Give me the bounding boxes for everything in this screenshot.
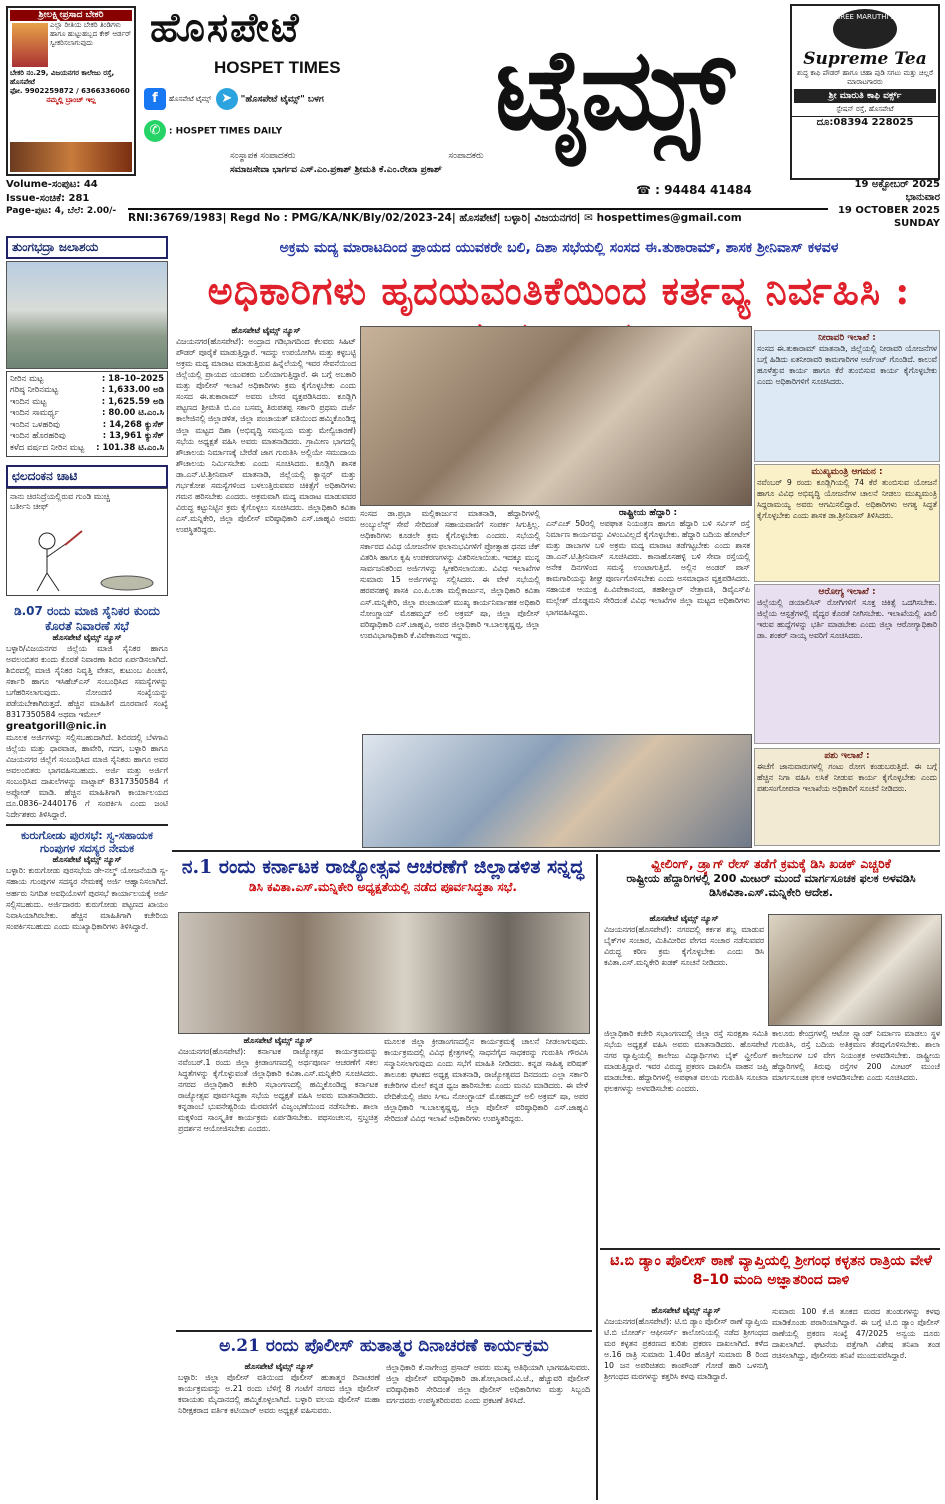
dam-stat-value: : 14,268 ಕ್ಯುಸೆಕ್	[102, 419, 164, 430]
dam-stat-label: ಇಂದಿನ ಸಾಮರ್ಥ್ಯ	[10, 408, 59, 419]
cartoon	[6, 488, 168, 596]
facebook-label: ಹೊಸಪೇಟೆ ಟೈಮ್ಸ್	[168, 94, 212, 103]
left-column	[6, 236, 168, 1500]
dam-stat-row	[10, 397, 164, 408]
dam-title: ತುಂಗಭದ್ರಾ ಜಲಾಶಯ	[6, 236, 168, 259]
ad-bakery-title: ಶ್ರೀಲಕ್ಷ್ಮೀಪ್ರಸಾದ ಬೇಕರಿ	[10, 10, 132, 21]
story2	[6, 824, 168, 932]
theft-byline: ಹೊಸಪೇಟೆ ಟೈಮ್ಸ್ ನ್ಯೂಸ್	[651, 1306, 721, 1315]
pages-price: Page-ಪುಟ: 4, ಬೆಲೆ: 2.00/-	[6, 206, 117, 216]
vertical-divider	[596, 854, 598, 1500]
traffic-byline: ಹೊಸಪೇಟೆ ಟೈಮ್ಸ್ ನ್ಯೂಸ್	[649, 914, 719, 923]
social-links	[144, 88, 444, 142]
story1-byline: ಹೊಸಪೇಟೆ ಟೈಮ್ಸ್ ನ್ಯೂಸ್	[52, 633, 122, 643]
ad-bakery-text: ಎಲ್ಲಾ ರೀತಿಯ ಬೇಕರಿ ತಿಂಡಿಗಳು ಹಾಗೂ ಹುಟ್ಟುಹಬ್ಬದ ಕೇಕ್ ಆರ್ಡರ್ ಸ್ವೀಕರಿಸಲಾಗುವುದು	[50, 21, 132, 47]
rajyotsava-photo	[178, 912, 590, 1034]
date-en: 19 OCTOBER 2025	[837, 205, 940, 216]
dam-photo	[6, 261, 168, 369]
day-en: SUNDAY	[893, 218, 940, 229]
dam-stat-row	[10, 374, 164, 385]
lead-col2-text: ಸಂಸದ ಡಾ.ಪ್ರಭಾ ಮಲ್ಲಿಕಾರ್ಜುನ ಮಾತನಾಡಿ, ಹೆದ್ದಾರಿಗಳಲ್ಲಿ ಅಂಬ್ಯುಲೆನ್ಸ್ ಸೇವೆ ಸೇರಿದಂತೆ ಸಹಾಯವಾಣಿಗೆ ಸಂಪರ್ಕ ಸಿಗುತ್ತಿಲ್ಲ. ಅಧಿಕಾರಿಗಳು ಕೂಡಲೇ ಕ್ರಮ ಕೈಗೊಳ್ಳಬೇಕು ಎಂದರು. ಸಭೆಯಲ್ಲಿ ಸರ್ಕಾರದ ವಿವಿಧ ಯೋಜನೆಗಳ ಫಲಾನುಭವಿಗಳಿಗೆ ಪ್ರೋತ್ಸಾಹ ಧನದ ಚೆಕ್ ವಿತರಿಸಿ ಹಾಗೂ ಕೃಷಿ ಉಪಕರಣಗಳನ್ನು ವಿತರಿಸಲಾಯಿತು. ಇದಕ್ಕೂ ಮುನ್ನ ಸಾರ್ವಜನಿಕರಿಂದ ಅರ್ಜಿಗಳನ್ನು ಸ್ವೀಕರಿಸಲಾಯಿತು. ವಿವಿಧ ಇಲಾಖೆಗಳ ಸುಮಾರು 15 ಅರ್ಜಿಗಳನ್ನು ಸಲ್ಲಿಸಿದರು. ಈ ವೇಳೆ ಸಭೆಯಲ್ಲಿ ಹರಪನಹಳ್ಳಿ ಶಾಸಕಿ ಎಂ.ಪಿ.ಲತಾ ಮಲ್ಲಿಕಾರ್ಜುನ, ಜಿಲ್ಲಾಧಿಕಾರಿ ಕವಿತಾ ಎಸ್.ಮನ್ನಿಕೇರಿ, ಜಿಲ್ಲಾ ಪಂಚಾಯತ್ ಮುಖ್ಯ ಕಾರ್ಯನಿರ್ವಾಹಕ ಅಧಿಕಾರಿ ನೋಂಗ್ಜಾಯ್ ಮೊಹಮ್ಮದ್ ಅಲಿ ಅಕ್ರಮ್ ಷಾ, ಜಿಲ್ಲಾ ಪೊಲೀಸ್ ವರಿಷ್ಠಾಧಿಕಾರಿ ಎಸ್.ಜಾಹ್ನವಿ, ಅಪರ ಜಿಲ್ಲಾಧಿಕಾರಿ ಇ.ಬಾಲಕೃಷ್ಣಪ್ಪ, ಜಿಲ್ಲಾ ಉಪವಿಭಾಗಾಧಿಕಾರಿ ಕೆ.ವಿವೇಕಾನಂದ ಇದ್ದರು.	[360, 509, 540, 640]
dam-stat-value: : 1,633.00 ಅಡಿ	[101, 385, 164, 396]
ad-bakery-address: ಬೇಕರಿ ನಂ.29, ವಿಜಯನಗರ ಕಾಲೇಜು ರಸ್ತೆ, ಹೊಸಪೇಟೆ	[10, 69, 115, 86]
lead-col3	[546, 508, 750, 730]
rajyotsava-headline: ನ.1 ರಂದು ಕರ್ನಾಟಕ ರಾಜ್ಯೋತ್ಸವ ಆಚರಣೆಗೆ ಜಿಲ್ಲಾಡಳಿತ ಸನ್ನದ್ಧ	[181, 856, 585, 878]
side-vet	[754, 748, 940, 846]
volume: Volume-ಸಂಪುಟ: 44	[6, 179, 98, 190]
side-health	[754, 584, 940, 744]
police-byline: ಹೊಸಪೇಟೆ ಟೈಮ್ಸ್ ನ್ಯೂಸ್	[244, 1362, 314, 1371]
side-water-text: ಸಂಸದ ಈ.ತುಕಾರಾಮ್ ಮಾತನಾಡಿ, ಜಿಲ್ಲೆಯಲ್ಲಿ ನೀರಾವರಿ ಯೋಜನೆಗಳ ಬಗ್ಗೆ ಹಿಡಿದು ಏತನೀರಾವರಿ ಕಾಮಗಾರಿಗಳ ಅರ್ಜೆಂಟ್ ಗೊಂಡಿದೆ. ಕಾಲುವೆ ಹೂಳೆತ್ತುವ ಕಾರ್ಯ ಹಾಗೂ ಕೆರೆ ತುಂಬಿಸುವ ಕಾರ್ಯ ಕೈಗೊಳ್ಳಬೇಕು ಎಂದು ಅಧಿಕಾರಿಗಳಿಗೆ ಸೂಚಿಸಿದರು.	[757, 344, 937, 387]
tea-phone: ದೂ:08394 228025	[792, 116, 938, 128]
police-col2-text: ಜಿಲ್ಲಾಧಿಕಾರಿ ಕೆ.ನಾಗೇಂದ್ರ ಪ್ರಸಾದ್ ಅವರು ಮುಖ್ಯ ಅತಿಥಿಯಾಗಿ ಭಾಗವಹಿಸುವರು. ಜಿಲ್ಲಾ ಪೊಲೀಸ್ ವರಿಷ್ಠಾಧಿಕಾರಿ ಡಾ.ಶೋಭಾರಾಣಿ.ವಿ.ಜೆ., ಹೆಚ್ಚುವರಿ ಪೊಲೀಸ್ ವರಿಷ್ಠಾಧಿಕಾರಿ ಸೇರಿದಂತೆ ಜಿಲ್ಲಾ ಪೊಲೀಸ್ ಅಧಿಕಾರಿಗಳು ಮತ್ತು ಸಿಬ್ಬಂದಿ ವರ್ಗದವರು ಉಪಸ್ಥಿತರಿರುವರು ಎಂದು ಪ್ರಕಟಣೆ ತಿಳಿಸಿದೆ.	[386, 1363, 590, 1406]
police-col1-text: ಬಳ್ಳಾರಿ: ಜಿಲ್ಲಾ ಪೊಲೀಸ್ ವತಿಯಿಂದ ಪೊಲೀಸ್ ಹುತಾತ್ಮರ ದಿನಾಚರಣೆ ಕಾರ್ಯಕ್ರಮವನ್ನು ಅ.21 ರಂದು ಬೆಳಿಗ್ಗೆ 8 ಗಂಟೆಗೆ ನಗರದ ಜಿಲ್ಲಾ ಪೊಲೀಸ್ ಕವಾಯತು ಮೈದಾನದಲ್ಲಿ ಹಮ್ಮಿಕೊಳ್ಳಲಾಗಿದೆ. ಬಳ್ಳಾರಿ ವಲಯ ಪೊಲೀಸ್ ಮಹಾ ನಿರೀಕ್ಷಕರಾದ ವರ್ತಿಕ ಕಟಿಯಾರ್ ಅವರು ಅಧ್ಯಕ್ಷತೆ ವಹಿಸುವರು.	[178, 1373, 380, 1416]
lead-kicker: ಅಕ್ರಮ ಮದ್ಯ ಮಾರಾಟದಿಂದ ಪ್ರಾಯದ ಯುವಕರೇ ಬಲಿ, ದಿಶಾ ಸಭೆಯಲ್ಲಿ ಸಂಸದ ಈ.ತುಕಾರಾಮ್, ಶಾಸಕ ಶ್ರೀನಿವಾಸ್ ಕಳವಳ	[279, 240, 839, 256]
date-block	[836, 178, 940, 230]
cake-image	[10, 142, 132, 172]
editor-names: ಸಮಾಜಸೇವಾ ಭಾರ್ಗವ ಎಸ್.ಎಂ.ಪ್ರಕಾಶ್ ಶ್ರೀಮತಿ ಕೆ.ಎಂ.ರೇಖಾ ಪ್ರಕಾಶ್	[230, 164, 442, 175]
story1-body: ಬಳ್ಳಾರಿ/ವಿಜಯನಗರ ಜಿಲ್ಲೆಯ ಮಾಜಿ ಸೈನಿಕರ ಹಾಗೂ ಅವಲಂಬಿತರ ಕುಂದು ಕೊರತೆ ನಿವಾರಣಾ ಶಿಬಿರ ಏರ್ಪಡಿಸಲಾಗಿದೆ. ಶಿಬಿರದಲ್ಲಿ ಮಾಜಿ ಸೈನಿಕರ ನಿವೃತ್ತಿ ವೇತನ, ಕುಟುಂಬ ಪಿಂಚಣಿ, ಸರ್ಕಾರಿ ಹಾಗೂ ಇಸಿಹೆಚ್ಎಸ್ ಸಂಬಂಧಿಸಿದ ಸಮಸ್ಯೆಗಳನ್ನು ಬಗೆಹರಿಸಲಾಗುವುದು. ನೋಂದಣಿ ಸಂಖ್ಯೆಯನ್ನು ಪಡೆಯಬೇಕಾಗಿರುತ್ತದೆ. ಹೆಚ್ಚಿನ ಮಾಹಿತಿಗೆ ದೂರವಾಣಿ ಸಂಖ್ಯೆ 8317350584 ಅಥವಾ ಇಮೇಲ್	[6, 644, 168, 720]
dam-stat-value: : 13,961 ಕ್ಯುಸೆಕ್	[102, 431, 164, 442]
police-headline: ಅ.21 ರಂದು ಪೊಲೀಸ್ ಹುತಾತ್ಮರ ದಿನಾಚರಣೆ ಕಾರ್ಯಕ್ರಮ	[219, 1336, 549, 1356]
theft-col1	[604, 1306, 768, 1500]
dam-stat-label: ಇಂದಿನ ಒಳಹರಿವು	[10, 419, 60, 430]
editor-label: ಸಂಪಾದಕರು	[448, 151, 484, 161]
date-kn: 19 ಅಕ್ಟೋಬರ್ 2025	[854, 179, 940, 190]
dam-stat-value: : 101.38 ಟಿ.ಎಂ.ಸಿ	[96, 442, 164, 453]
facebook-icon[interactable]: f	[144, 88, 166, 110]
ad-tea	[790, 4, 940, 180]
whatsapp-label: : HOSPET TIMES DAILY	[168, 126, 283, 137]
tea-shop: ಶ್ರೀ ಮಾರುತಿ ಕಾಫಿ ವರ್ಕ್ಸ್	[794, 89, 936, 103]
masthead-title-en: HOSPET TIMES	[214, 58, 341, 77]
side-water	[754, 330, 940, 462]
story2-byline: ಹೊಸಪೇಟೆ ಟೈಮ್ಸ್ ನ್ಯೂಸ್	[52, 855, 122, 865]
reg-line: RNI:36769/1983| Regd No : PMG/KA/NK/Bly/02/2023-24| ಹೊಸಪೇಟೆ| ಬಳ್ಳಾರಿ| ವಿಜಯನಗರ|	[128, 212, 581, 224]
police-col2	[386, 1362, 590, 1498]
email[interactable]: hospettimes@gmail.com	[596, 212, 742, 224]
side-vet-head: ಪಶು ಇಲಾಖೆ :	[824, 751, 870, 761]
dam-stat-row	[10, 443, 164, 454]
lead-headline: ಅಧಿಕಾರಿಗಳು ಹೃದಯವಂತಿಕೆಯಿಂದ ಕರ್ತವ್ಯ ನಿರ್ವಹಿಸಿ :	[207, 268, 911, 313]
ad-bakery-phone: ಫೋ. 9902259872 / 6366336060	[10, 86, 130, 95]
issue: Issue-ಸಂಚಿಕೆ: 281	[6, 192, 90, 204]
lead-photo	[360, 326, 752, 506]
divider-theft	[600, 1248, 940, 1250]
dam-stat-value: : 18–10–2025	[101, 374, 164, 384]
masthead-title-kn: ಹೊಸಪೇಟೆ	[150, 4, 301, 51]
story2-headline: ಕುರುಗೋಡು ಪುರಸಭೆ: ಸ್ವ-ಸಹಾಯಕ ಗುಂಪುಗಳ ಸದಸ್ಯರ ನೇಮಕ	[21, 829, 153, 856]
traffic-col1	[604, 1028, 768, 1242]
theft-headline: ಟಿ.ಬಿ ಡ್ಯಾಂ ಪೊಲೀಸ್ ಠಾಣೆ ವ್ಯಾಪ್ತಿಯಲ್ಲಿ ಶ್ರೀಗಂಧ ಕಳ್ಳತನ ರಾತ್ರಿಯ ವೇಳೆ 8–10 ಮಂದಿ ಅಜ್ಞಾತರಿಂದ ದಾಳಿ	[610, 1253, 932, 1288]
ad-bakery	[6, 6, 136, 176]
traffic-intro-text: ವಿಜಯನಗರ(ಹೊಸಪೇಟೆ): ನಗರದಲ್ಲಿ ಕರ್ಕಶ ಶಬ್ದ ಮಾಡುವ ಬೈಕ್‌ಗಳ ಸಂಚಾರ, ಮಿತಿಮೀರಿದ ವೇಗದ ಸಂಚಾರ ನಡೆಸುವವರ ವಿರುದ್ಧ ಕಠಿಣ ಕ್ರಮ ಕೈಗೊಳ್ಳಬೇಕು ಎಂದು ಡಿಸಿ ಕವಿತಾ.ಎಸ್.ಮನ್ನಿಕೇರಿ ಖಡಕ್ ಸೂಚನೆ ನೀಡಿದರು.	[604, 925, 764, 968]
traffic-col2	[772, 1028, 940, 1242]
traffic-intro	[604, 914, 764, 1024]
lead-col1	[176, 326, 356, 846]
cartoon-caption: ನಾನು ಚಿರನಿದ್ರೆಯಲ್ಲಿರುವ ಗುಂಡಿ ಮುಚ್ಚಿ ಬರ್ತೀನಿ ಚೀಫ್	[10, 492, 111, 512]
theft-col2	[772, 1306, 940, 1500]
lead-col1-text: ವಿಜಯನಗರ(ಹೊಸಪೇಟೆ): ಅಂದ್ರಾದ ಗಡಿಭಾಗದಿಂದ ಕೆಲವರು ಸಿಹಿಟ್ ಪೌಡರ್ ಪೂರೈಕೆ ಮಾಡುತ್ತಿದ್ದಾರೆ. ಇದನ್ನು ಉಪಯೋಗಿಸಿ ಮತ್ತು ಕಳ್ಳಬಟ್ಟಿ ಅಕ್ರಮ ಮದ್ಯ ಮಾರಾಟ ಮಾಡುತ್ತಿರುವ ಹಿನ್ನೆಲೆಯಲ್ಲಿ ಇವರ ಸೇವನೆಯಿಂದ ಜಿಲ್ಲೆಯಲ್ಲಿ ಪ್ರಾಯದ ಯುವಕರು ಬಲಿಯಾಗುತ್ತಿದ್ದಾರೆ. ಈ ಬಗ್ಗೆ ಅಬಕಾರಿ ಮತ್ತು ಪೊಲೀಸ್ ಇಲಾಖೆ ಅಧಿಕಾರಿಗಳು ಕ್ರಮ ಕೈಗೊಳ್ಳಬೇಕು ಎಂದು ಸಂಸದ ಈ.ತುಕಾರಾಮ್ ಅವರು ಬೇಸರ ವ್ಯಕ್ತಪಡಿಸಿದರು. ಕೂಡ್ಲಿಗಿ ಪಟ್ಟಣದ ಶ್ರೀಮತಿ ಬಿ.ಎಂ ಬಸಮ್ಮ ತಿರುಪತಪ್ಪ ಸರ್ಕಾರಿ ಪ್ರಥಮ ದರ್ಜೆ ಕಾಲೇಜಿನಲ್ಲಿ ಜಿಲ್ಲಾಡಳಿತ, ಜಿಲ್ಲಾ ಪಂಚಾಯತ್ ವತಿಯಿಂದ ಹಮ್ಮಿಕೊಂಡಿದ್ದ ಜಿಲ್ಲಾ ಮಟ್ಟದ ದಿಶಾ (ಅಭಿವೃದ್ಧಿ ಸಮನ್ವಯ ಮತ್ತು ಮೇಲ್ವಿಚಾರಣೆ) ಸಭೆಯ ಅಧ್ಯಕ್ಷತೆ ವಹಿಸಿ ಅವರು ಮಾತನಾಡಿದರು. ಗ್ರಾಮೀಣ ಭಾಗದಲ್ಲಿ ಶೌಚಾಲಯ ನಿರ್ಮಾಣಕ್ಕೆ ಬೇರೆಡೆ ಜಾಗ ಗುರುತಿಸಿ ಅಲ್ಲಿಯೇ ಸಮುದಾಯ ಶೌಚಾಲಯ ನಿರ್ಮಿಸಬೇಕು ಎಂದು ಸೂಚಿಸಿದರು. ಕೂಡ್ಲಿಗಿ ಶಾಸಕ ಡಾ.ಎನ್.ಟಿ.ಶ್ರೀನಿವಾಸ್ ಮಾತನಾಡಿ, ಜಿಲ್ಲೆಯಲ್ಲಿ ಕ್ಯಾನ್ಸರ್ ಮತ್ತು ಗರ್ಭಕೋಶ ಸಮಸ್ಯೆಗಳಿಂದ ಬಳಲುತ್ತಿರುವವರ ಚಿಕಿತ್ಸೆಗೆ ಅಧಿಕಾರಿಗಳು ಗಮನ ಹರಿಸಬೇಕು ಎಂದರು. ಅಕ್ರಮವಾಗಿ ಮದ್ಯ ಮಾರಾಟ ಮಾಡುವವರ ವಿರುದ್ಧ ಕಟ್ಟುನಿಟ್ಟಿನ ಕ್ರಮ ಕೈಗೊಳ್ಳಲು ಸೂಚಿಸಿದರು. ಜಿಲ್ಲಾಧಿಕಾರಿ ಕವಿತಾ ಎಸ್.ಮನ್ನಿಕೇರಿ, ಜಿಲ್ಲಾ ಪೊಲೀಸ್ ವರಿಷ್ಠಾಧಿಕಾರಿ ಎಸ್.ಜಾಹ್ನವಿ ಅವರು ಉಪಸ್ಥಿತರಿದ್ದರು.	[176, 337, 356, 535]
ad-bakery-footer: ನಮ್ಮಲ್ಲಿ ಬ್ರಾಂಚ್ ಇಲ್ಲ	[46, 95, 96, 104]
theft-story	[602, 1252, 940, 1290]
story1-headline: ಡಿ.07 ರಂದು ಮಾಜಿ ಸೈನಿಕರ ಕುಂದು ಕೊರತೆ ನಿವಾರಣೆ ಸಭೆ	[14, 604, 160, 633]
rajyotsava-sub: ಡಿಸಿ ಕವಿತಾ.ಎಸ್.ಮನ್ನಿಕೇರಿ ಅಧ್ಯಕ್ಷತೆಯಲ್ಲಿ ನಡೆದ ಪೂರ್ವಸಿದ್ಧತಾ ಸಭೆ.	[249, 880, 517, 894]
dam-stat-label: ಇಂದಿನ ಮಟ್ಟ	[10, 396, 47, 407]
side-cm-text: ನವೆಂಬರ್ 9 ರಂದು ಕೂಡ್ಲಿಗಿಯಲ್ಲಿ 74 ಕೆರೆ ತುಂಬಿಸುವ ಯೋಜನೆ ಹಾಗೂ ವಿವಿಧ ಅಭಿವೃದ್ಧಿ ಯೋಜನೆಗಳ ಚಾಲನೆ ನೀಡಲು ಮುಖ್ಯಮಂತ್ರಿ ಸಿದ್ದರಾಮಯ್ಯ ಅವರು ಆಗಮಿಸಲಿದ್ದಾರೆ. ಅಧಿಕಾರಿಗಳು ಅಗತ್ಯ ಸಿದ್ಧತೆ ಕೈಗೊಳ್ಳಬೇಕು ಎಂದು ಶಾಸಕ ಡಾ.ಶ್ರೀನಿವಾಸ್ ತಿಳಿಸಿದರು.	[757, 478, 937, 521]
dam-stat-label: ಗರಿಷ್ಠ ನೀರಿನಮಟ್ಟ	[10, 385, 59, 396]
deity-image	[12, 23, 48, 67]
divider-police	[176, 1330, 592, 1332]
dam-stat-row	[10, 431, 164, 442]
dam-stat-label: ಇಂದಿನ ಹೊರಹರಿವು	[10, 431, 66, 442]
tea-address: ಸ್ಟೇಷನ್ ರಸ್ತೆ, ಹೊಸಪೇಟೆ	[836, 105, 894, 114]
rajyotsava-col2	[384, 1036, 588, 1326]
dam-stat-row	[10, 385, 164, 396]
dam-stat-row	[10, 408, 164, 419]
tea-brand: Supreme Tea	[803, 49, 927, 69]
theft-col1-text: ವಿಜಯನಗರ(ಹೊಸಪೇಟೆ): ಟಿ.ಬಿ ಡ್ಯಾಂ ಪೊಲೀಸ್ ಠಾಣೆ ವ್ಯಾಪ್ತಿಯ ಟಿ.ಬಿ ಬೋರ್ಡ್ ಆಫೀಸರ್ಸ್ ಕಾಲೋನಿಯಲ್ಲಿ ನಡೆದ ಶ್ರೀಗಂಧದ ಮರ ಕಳ್ಳತನ ಪ್ರಕರಣದ ಕುರಿತು ಪ್ರಕರಣ ದಾಖಲಾಗಿದೆ. ಕಳೆದ ಅ.16 ರಾತ್ರಿ ಸುಮಾರು 1.40ರ ಹೊತ್ತಿಗೆ ಸುಮಾರು 8 ರಿಂದ 10 ಜನ ಅಪರಿಚಿತರು ಕಾಂಪೌಂಡ್ ಗೋಡೆ ಹಾರಿ ಒಳನುಗ್ಗಿ ಶ್ರೀಗಂಧದ ಮರಗಳನ್ನು ಕತ್ತರಿಸಿ ಕಳವು ಮಾಡಿದ್ದಾರೆ.	[604, 1317, 768, 1382]
theft-col2-text: ಸುಮಾರು 100 ಕೆ.ಜಿ ತೂಕದ ಮರದ ತುಂಡುಗಳನ್ನು ಕಳವು ಮಾಡಿಕೊಂಡು ಪರಾರಿಯಾಗಿದ್ದಾರೆ. ಈ ಬಗ್ಗೆ ಟಿ.ಬಿ ಡ್ಯಾಂ ಪೊಲೀಸ್ ಠಾಣೆಯಲ್ಲಿ ಪ್ರಕರಣ ಸಂಖ್ಯೆ 47/2025 ಅನ್ವಯ ದೂರು ದಾಖಲಾಗಿದೆ. ಘಟನೆಯ ಪತ್ತೆಗಾಗಿ ವಿಶೇಷ ತನಿಖಾ ತಂಡ ರಚಿಸಲಾಗಿದ್ದು, ಪೊಲೀಸರು ತನಿಖೆ ಮುಂದುವರೆಸಿದ್ದಾರೆ.	[772, 1307, 940, 1361]
cartoon-title: ಛಲದಂಕನ ಚಾಟಿ	[6, 465, 168, 488]
masthead-big-title: ಟೈಮ್ಸ್	[494, 24, 731, 155]
lead-col3-text: ಎನ್ಎಚ್ 50ರಲ್ಲಿ ಅಪಘಾತ ನಿಯಂತ್ರಣ ಹಾಗೂ ಹೆದ್ದಾರಿ ಬಳಿ ಸರ್ವಿಸ್ ರಸ್ತೆ ನಿರ್ಮಾಣ ಕಾರ್ಯವನ್ನು ವಿಳಂಬವಿಲ್ಲದೆ ಕೈಗೊಳ್ಳಬೇಕು. ಹೆದ್ದಾರಿ ಬದಿಯ ಹೋಟೆಲ್ ಮತ್ತು ಡಾಬಾಗಳ ಬಳಿ ಅಕ್ರಮ ಮದ್ಯ ಮಾರಾಟ ತಡೆಗಟ್ಟಬೇಕು ಎಂದು ಶಾಸಕ ಡಾ.ಎನ್.ಟಿ.ಶ್ರೀನಿವಾಸ್ ಸೂಚಿಸಿದರು. ಕಾನಾಹೊಸಹಳ್ಳಿ ಬಳಿ ಸೇವಾ ರಸ್ತೆಯಲ್ಲಿ ಅನೇಕ ದಿನಗಳಿಂದ ಸಮಸ್ಯೆ ಉಂಟಾಗುತ್ತಿದೆ. ಅಲ್ಲಿನ ಅಂಡರ್ ಪಾಸ್ ಕಾಮಗಾರಿಯನ್ನು ಶೀಘ್ರ ಪೂರ್ಣಗೊಳಿಸಬೇಕು ಎಂದು ಅಸಮಾಧಾನ ವ್ಯಕ್ತಪಡಿಸಿದರು. ಸಹಾಯಕ ಆಯುಕ್ತ ಪಿ.ವಿವೇಕಾನಂದ, ತಹಶೀಲ್ದಾರ್ ನೇತ್ರಾವತಿ, ಡಿವೈಎಸ್‌ಪಿ ಮಲ್ಲೇಶ್ ದೊಡ್ಡಮನಿ ಸೇರಿದಂತೆ ವಿವಿಧ ಇಲಾಖೆಗಳ ಜಿಲ್ಲಾ ಮಟ್ಟದ ಅಧಿಕಾರಿಗಳು ಭಾಗವಹಿಸಿದ್ದರು.	[546, 519, 750, 617]
editors-block	[230, 150, 790, 177]
story1-email[interactable]: greatgorill@nic.in	[6, 720, 107, 732]
dam-stat-row	[10, 420, 164, 431]
dam-stat-label: ನೀರಿನ ಮಟ್ಟ	[10, 374, 44, 384]
tea-logo: SREE MARUTHI's	[833, 9, 897, 49]
whatsapp-icon[interactable]: ✆	[144, 120, 166, 142]
traffic-col2-text: ಕಾಲೂರು ಕೇಂದ್ರಗಳಲ್ಲಿ ಆಟೋ ಸ್ಟ್ಯಾಂಡ್ ನಿರ್ಮಾಣ ಮಾಡಲು ಸ್ಥಳ ಗುರುತಿಸಿ, ರಸ್ತೆ ಬದಿಯ ಅತಿಕ್ರಮಣ ತೆರವುಗೊಳಿಸಬೇಕು. ಶಾಲಾ ಕಾಲೇಜುಗಳ ಬಳಿ ವೇಗ ನಿಯಂತ್ರಕ ಅಳವಡಿಸಬೇಕು. ರಾಷ್ಟ್ರೀಯ ಹೆದ್ದಾರಿಗಳಲ್ಲಿ ತಿರುವು ರಸ್ತೆಗಳ 200 ಮೀಟರ್ ಮುಂಚೆ ಮಾರ್ಗಸೂಚಕ ಫಲಕ ಅಳವಡಿಸಬೇಕು ಎಂದು ಸೂಚಿಸಿದರು.	[772, 1029, 940, 1083]
lead-col2	[360, 508, 540, 730]
traffic-col1-text: ಜಿಲ್ಲಾಧಿಕಾರಿ ಕಚೇರಿ ಸಭಾಂಗಣದಲ್ಲಿ ಜಿಲ್ಲಾ ರಸ್ತೆ ಸುರಕ್ಷತಾ ಸಮಿತಿ ಸಭೆಯ ಅಧ್ಯಕ್ಷತೆ ವಹಿಸಿ ಅವರು ಮಾತನಾಡಿದರು. ಹೊಸಪೇಟೆ ನಗರ ವ್ಯಾಪ್ತಿಯಲ್ಲಿ ಕಾಲೇಜು ವಿದ್ಯಾರ್ಥಿಗಳು ಬೈಕ್ ವ್ಹೀಲಿಂಗ್ ಮಾಡುತ್ತಿದ್ದಾರೆ. ಇವರ ವಿರುದ್ಧ ಪ್ರಕರಣ ದಾಖಲಿಸಿ ವಾಹನ ಜಪ್ತಿ ಮಾಡಬೇಕು. ಹೆದ್ದಾರಿಗಳಲ್ಲಿ ಅಪಘಾತ ವಲಯ ಗುರುತಿಸಿ ಸೂಚನಾ ಫಲಕಗಳನ್ನು ಅಳವಡಿಸಬೇಕು ಎಂದರು.	[604, 1029, 768, 1094]
volume-block	[6, 178, 126, 217]
rajyotsava-col1-text: ವಿಜಯನಗರ(ಹೊಸಪೇಟೆ): ಕರ್ನಾಟಕ ರಾಜ್ಯೋತ್ಸವ ಕಾರ್ಯಕ್ರಮವನ್ನು ನವೆಂಬರ್.1 ರಂದು ಜಿಲ್ಲಾ ಕ್ರೀಡಾಂಗಣದಲ್ಲಿ ಅರ್ಥಪೂರ್ಣ ಆಚರಣೆಗೆ ಸಕಲ ಸಿದ್ಧತೆಗಳನ್ನು ಕೈಗೊಳ್ಳುವಂತೆ ಜಿಲ್ಲಾಧಿಕಾರಿ ಕವಿತಾ.ಎಸ್.ಮನ್ನಿಕೇರಿ ಸೂಚಿಸಿದರು. ನಗರದ ಜಿಲ್ಲಾಧಿಕಾರಿ ಕಚೇರಿ ಸಭಾಂಗಣದಲ್ಲಿ ಹಮ್ಮಿಕೊಂಡಿದ್ದ ಕರ್ನಾಟಕ ರಾಜ್ಯೋತ್ಸವ ಪೂರ್ವಸಿದ್ಧತಾ ಸಭೆಯ ಅಧ್ಯಕ್ಷತೆ ವಹಿಸಿ ಅವರು ಮಾತನಾಡಿದರು. ಕನ್ನಡಾಂಬೆ ಭುವನೇಶ್ವರಿಯ ಮೆರವಣಿಗೆ ವಿಜೃಂಭಣೆಯಿಂದ ನಡೆಸಬೇಕು. ಶಾಲಾ ಮಕ್ಕಳಿಂದ ಸಾಂಸ್ಕೃತಿಕ ಕಾರ್ಯಕ್ರಮ ಏರ್ಪಡಿಸಬೇಕು. ಪಥಸಂಚಲನ, ಸ್ತಬ್ಧಚಿತ್ರ ಪ್ರದರ್ಶನ ಆಯೋಜಿಸಬೇಕು ಎಂದರು.	[178, 1047, 378, 1134]
story1-body2: ಮೂಲಕ ಅರ್ಜಿಗಳನ್ನು ಸಲ್ಲಿಸಬಹುದಾಗಿದೆ. ಶಿಬಿರದಲ್ಲಿ ಬೆಳಗಾವಿ ಜಿಲ್ಲೆಯ ಮತ್ತು ಧಾರವಾಡ, ಹಾವೇರಿ, ಗದಗ, ಬಳ್ಳಾರಿ ಹಾಗೂ ವಿಜಯನಗರ ಜಿಲ್ಲೆಗೆ ಸಂಬಂಧಿಸಿದ ಮಾಜಿ ಸೈನಿಕರು ಹಾಗೂ ಅವರ ಅವಲಂಬಿತರು ಭಾಗವಹಿಸಬಹುದು. ಅರ್ಜಿ ಮತ್ತು ಅರ್ಜಿಗೆ ಸಂಬಂಧಿಸಿದ ದಾಖಲೆಗಳನ್ನು ವಾಟ್ಸಾಪ್ 8317350584 ಗೆ ಅಪ್ಲೋಡ್ ಮಾಡಿ. ಹೆಚ್ಚಿನ ಮಾಹಿತಿಗಾಗಿ ಕಾರ್ಯಾಲಯದ ದೂ.0836–2440176 ಗೆ ಸಂಪರ್ಕಿಸಿ ಎಂದು ಜಂಟಿ ನಿರ್ದೇಶಕರು ತಿಳಿಸಿದ್ದಾರೆ.	[6, 732, 168, 819]
rajyotsava-col1	[178, 1036, 378, 1326]
cartoon-drawing	[7, 523, 167, 595]
rajyotsava-col2-text: ಮೂಲಕ ಜಿಲ್ಲಾ ಕ್ರೀಡಾಂಗಣದಲ್ಲಿನ ಕಾರ್ಯಕ್ರಮಕ್ಕೆ ಚಾಲನೆ ನೀಡಲಾಗುವುದು. ಕಾರ್ಯಕ್ರಮದಲ್ಲಿ ವಿವಿಧ ಕ್ಷೇತ್ರಗಳಲ್ಲಿ ಸಾಧನೆಗೈದ ಸಾಧಕರನ್ನು ಗುರುತಿಸಿ ಗೌರವಿಸಿ ಸನ್ಮಾನಿಸಲಾಗುವುದು ಎಂದು ಸಭೆಗೆ ಮಾಹಿತಿ ನೀಡಿದರು. ಕನ್ನಡ ಸಾಹಿತ್ಯ ಪರಿಷತ್ ತಾಲೂಕು ಘಟಕದ ಅಧ್ಯಕ್ಷ ಮಾತನಾಡಿ, ರಾಜ್ಯೋತ್ಸವದ ದಿನದಂದು ಎಲ್ಲಾ ಸರ್ಕಾರಿ ಕಚೇರಿಗಳ ಮೇಲೆ ಕನ್ನಡ ಧ್ವಜ ಹಾರಿಸಬೇಕು ಎಂದು ಮನವಿ ಮಾಡಿದರು. ಈ ವೇಳೆ ವೇದಿಕೆಯಲ್ಲಿ ಜಿಪಂ ಸಿಇಒ ನೋಂಗ್ಜಾಯ್ ಮೊಹಮ್ಮದ್ ಅಲಿ ಅಕ್ರಮ್ ಷಾ, ಅಪರ ಜಿಲ್ಲಾಧಿಕಾರಿ ಇ.ಬಾಲಕೃಷ್ಣಪ್ಪ, ಜಿಲ್ಲಾ ಪೊಲೀಸ್ ವರಿಷ್ಠಾಧಿಕಾರಿ ಎಸ್.ಜಾಹ್ನವಿ ಸೇರಿದಂತೆ ವಿವಿಧ ಇಲಾಖೆ ಅಧಿಕಾರಿಗಳು ಉಪಸ್ಥಿತರಿದ್ದರು.	[384, 1037, 588, 1124]
traffic-story	[602, 856, 940, 900]
email-icon: ✉	[584, 212, 593, 224]
side-water-head: ನೀರಾವರಿ ಇಲಾಖೆ :	[818, 333, 876, 343]
side-cm	[754, 464, 940, 582]
side-cm-head: ಮುಖ್ಯಮಂತ್ರಿ ಆಗಮನ :	[811, 467, 883, 477]
divider	[172, 850, 940, 852]
phone-number: ☎ : 94484 41484	[636, 183, 752, 197]
police-story	[176, 1336, 592, 1356]
side-health-head: ಆರೋಗ್ಯ ಇಲಾಖೆ :	[818, 587, 876, 597]
dam-stat-value: : 80.00 ಟಿ.ಎಂ.ಸಿ	[102, 408, 164, 419]
traffic-sub: ರಾಷ್ಟ್ರೀಯ ಹೆದ್ದಾರಿಗಳಲ್ಲಿ 200 ಮೀಟರ್ ಮುಂದೆ ಮಾರ್ಗಸೂಚಕ ಫಲಕ ಅಳವಡಿಸಿ ಡಿಸಿಕವಿತಾ.ಎಸ್.ಮನ್ನಿಕೇರಿ ಆದೇಶ.	[626, 872, 916, 899]
story2-body: ಬಳ್ಳಾರಿ: ಕುರುಗೋಡು ಪುರಸಭೆಯ ಡೇ-ನಲ್ಮ್ ಯೋಜನೆಯಡಿ ಸ್ವ-ಸಹಾಯ ಗುಂಪುಗಳ ಸದಸ್ಯರ ನೇಮಕಕ್ಕೆ ಅರ್ಜಿ ಆಹ್ವಾನಿಸಲಾಗಿದೆ. ಅರ್ಹರು ನಿಗದಿತ ಅವಧಿಯೊಳಗೆ ಪುರಸಭೆ ಕಾರ್ಯಾಲಯಕ್ಕೆ ಅರ್ಜಿ ಸಲ್ಲಿಸಬಹುದು. ಅರ್ಜಿದಾರರು ಕುರುಗೋಡು ಪಟ್ಟಣದ ಖಾಯಂ ನಿವಾಸಿಯಾಗಿರಬೇಕು. ಹೆಚ್ಚಿನ ಮಾಹಿತಿಗಾಗಿ ಕಚೇರಿಯ ಸಂಪರ್ಕಿಸಬಹುದು ಎಂದು ಮುಖ್ಯಾಧಿಕಾರಿಗಳು ತಿಳಿಸಿದ್ದಾರೆ.	[6, 866, 168, 931]
founder-label: ಸಂಸ್ಥಾಪಕ ಸಂಪಾದಕರು	[230, 151, 296, 161]
rajyotsava-story	[174, 856, 592, 897]
telegram-icon[interactable]: ➤	[216, 88, 238, 110]
day-kn: ಭಾನುವಾರ	[905, 192, 940, 203]
highway-head: ರಾಷ್ಟ್ರೀಯ ಹೆದ್ದಾರಿ :	[618, 508, 678, 518]
side-vet-text: ಈಚೆಗೆ ಜಾನುವಾರುಗಳಲ್ಲಿ ಗಂಟು ರೋಗ ಕಂಡುಬರುತ್ತಿದೆ. ಈ ಬಗ್ಗೆ ಹೆಚ್ಚಿನ ನಿಗಾ ವಹಿಸಿ ಲಸಿಕೆ ನೀಡುವ ಕಾರ್ಯ ಕೈಗೊಳ್ಳಬೇಕು ಎಂದು ಪಶುಸಂಗೋಪನಾ ಇಲಾಖೆಯ ಅಧಿಕಾರಿಗೆ ಸೂಚನೆ ನೀಡಿದರು.	[757, 762, 937, 794]
side-health-text: ಜಿಲ್ಲೆಯಲ್ಲಿ ಡಯಾಲಿಸಿಸ್ ರೋಗಿಗಳಿಗೆ ಸೂಕ್ತ ಚಿಕಿತ್ಸೆ ಒದಗಿಸಬೇಕು. ಜಿಲ್ಲೆಯ ಆಸ್ಪತ್ರೆಗಳಲ್ಲಿ ವೈದ್ಯರ ಕೊರತೆ ನೀಗಿಸಬೇಕು. ಇಲಾಖೆಯಲ್ಲಿ ಖಾಲಿ ಇರುವ ಹುದ್ದೆಗಳನ್ನು ಭರ್ತಿ ಮಾಡಬೇಕು ಎಂದು ಜಿಲ್ಲಾ ಆರೋಗ್ಯಾಧಿಕಾರಿ ಡಾ. ಶಂಕರ್ ನಾಯ್ಕ ಅವರಿಗೆ ಸೂಚಿಸಿದರು.	[757, 598, 937, 641]
traffic-photo	[768, 914, 942, 1026]
traffic-headline: ವ್ಹೀಲಿಂಗ್, ಡ್ರ್ಯಾಗ್ ರೇಸ್ ತಡೆಗೆ ಕ್ರಮಕ್ಕೆ ಡಿಸಿ ಖಡಕ್ ಎಚ್ಚರಿಕೆ	[651, 856, 891, 871]
rajyotsava-byline: ಹೊಸಪೇಟೆ ಟೈಮ್ಸ್ ನ್ಯೂಸ್	[243, 1036, 313, 1045]
police-col1	[178, 1362, 380, 1498]
lead-byline: ಹೊಸಪೇಟೆ ಟೈಮ್ಸ್ ನ್ಯೂಸ್	[231, 326, 301, 335]
dam-stat-value: : 1,625.59 ಅಡಿ	[101, 396, 164, 407]
dam-stats-table	[6, 371, 168, 457]
telegram-label: "ಹೊಸಪೇಟೆ ಟೈಮ್ಸ್" ಬಳಗ	[240, 94, 324, 105]
cheque-photo	[362, 734, 752, 848]
tea-text: ಶುದ್ಧ ಕಾಫಿ ಪೌಡರ್ ಹಾಗೂ ಚಹಾ ಪುಡಿ ಸಗಟು ಮತ್ತು ಚಿಲ್ಲರೆ ಮಾರಾಟಗಾರರು	[797, 69, 933, 87]
registration-bar	[128, 208, 828, 225]
dam-stat-label: ಕಳೆದ ವರ್ಷದ ನೀರಿನ ಮಟ್ಟ	[10, 442, 85, 453]
